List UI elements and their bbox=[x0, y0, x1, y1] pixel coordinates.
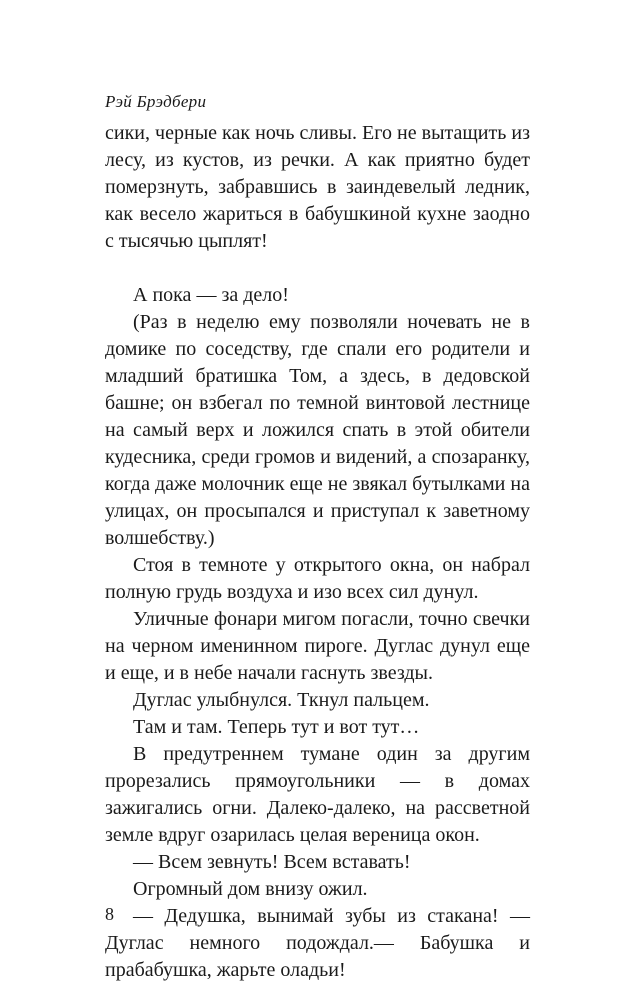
paragraph: (Раз в неделю ему позволяли ночевать не в домике по соседству, где спали его родители и младший братишка Том, а здесь, в дедовской башне; он взбегал по темной винтовой лестнице на самый верх и ложился спать в этой обители кудесника, среди громов и видений, а спозаранку, когда даже молочник еще не звякал бутылками на улицах, он просыпался и приступал к заветному волшебству.) bbox=[105, 311, 530, 549]
paragraph: Уличные фонари мигом погасли, точно свечки на черном именинном пироге. Дуглас дунул еще и еще, и в небе начали гаснуть звезды. bbox=[105, 608, 530, 684]
paragraph: В предутреннем тумане один за другим прорезались прямоугольники — в домах зажигались огни. Далеко-далеко, на рассветной земле вдруг озарилась целая вереница окон. bbox=[105, 743, 530, 846]
body-text bbox=[105, 120, 530, 984]
page-number: 8 bbox=[105, 904, 114, 924]
paragraph: Огромный дом внизу ожил. bbox=[133, 878, 368, 900]
paragraph: Там и там. Теперь тут и вот тут… bbox=[133, 716, 420, 738]
paragraph: — Дедушка, вынимай зубы из стакана! — Дуглас немного подождал.— Бабушка и прабабушка, жарьте оладьи! bbox=[105, 905, 530, 981]
paragraph: А пока — за дело! bbox=[133, 284, 289, 306]
paragraph: Стоя в темноте у открытого окна, он набрал полную грудь воздуха и изо всех сил дунул. bbox=[105, 554, 530, 603]
paragraph: сики, черные как ночь сливы. Его не вытащить из лесу, из кустов, из речки. А как приятно будет померзнуть, забравшись в заиндевелый ледник, как весело жариться в бабушкиной кухне заодно с тысячью цыплят! bbox=[105, 122, 530, 252]
running-header-author: Рэй Брэдбери bbox=[105, 92, 207, 111]
paragraph: Дуглас улыбнулся. Ткнул пальцем. bbox=[133, 689, 430, 711]
paragraph: — Всем зевнуть! Всем вставать! bbox=[133, 851, 411, 873]
